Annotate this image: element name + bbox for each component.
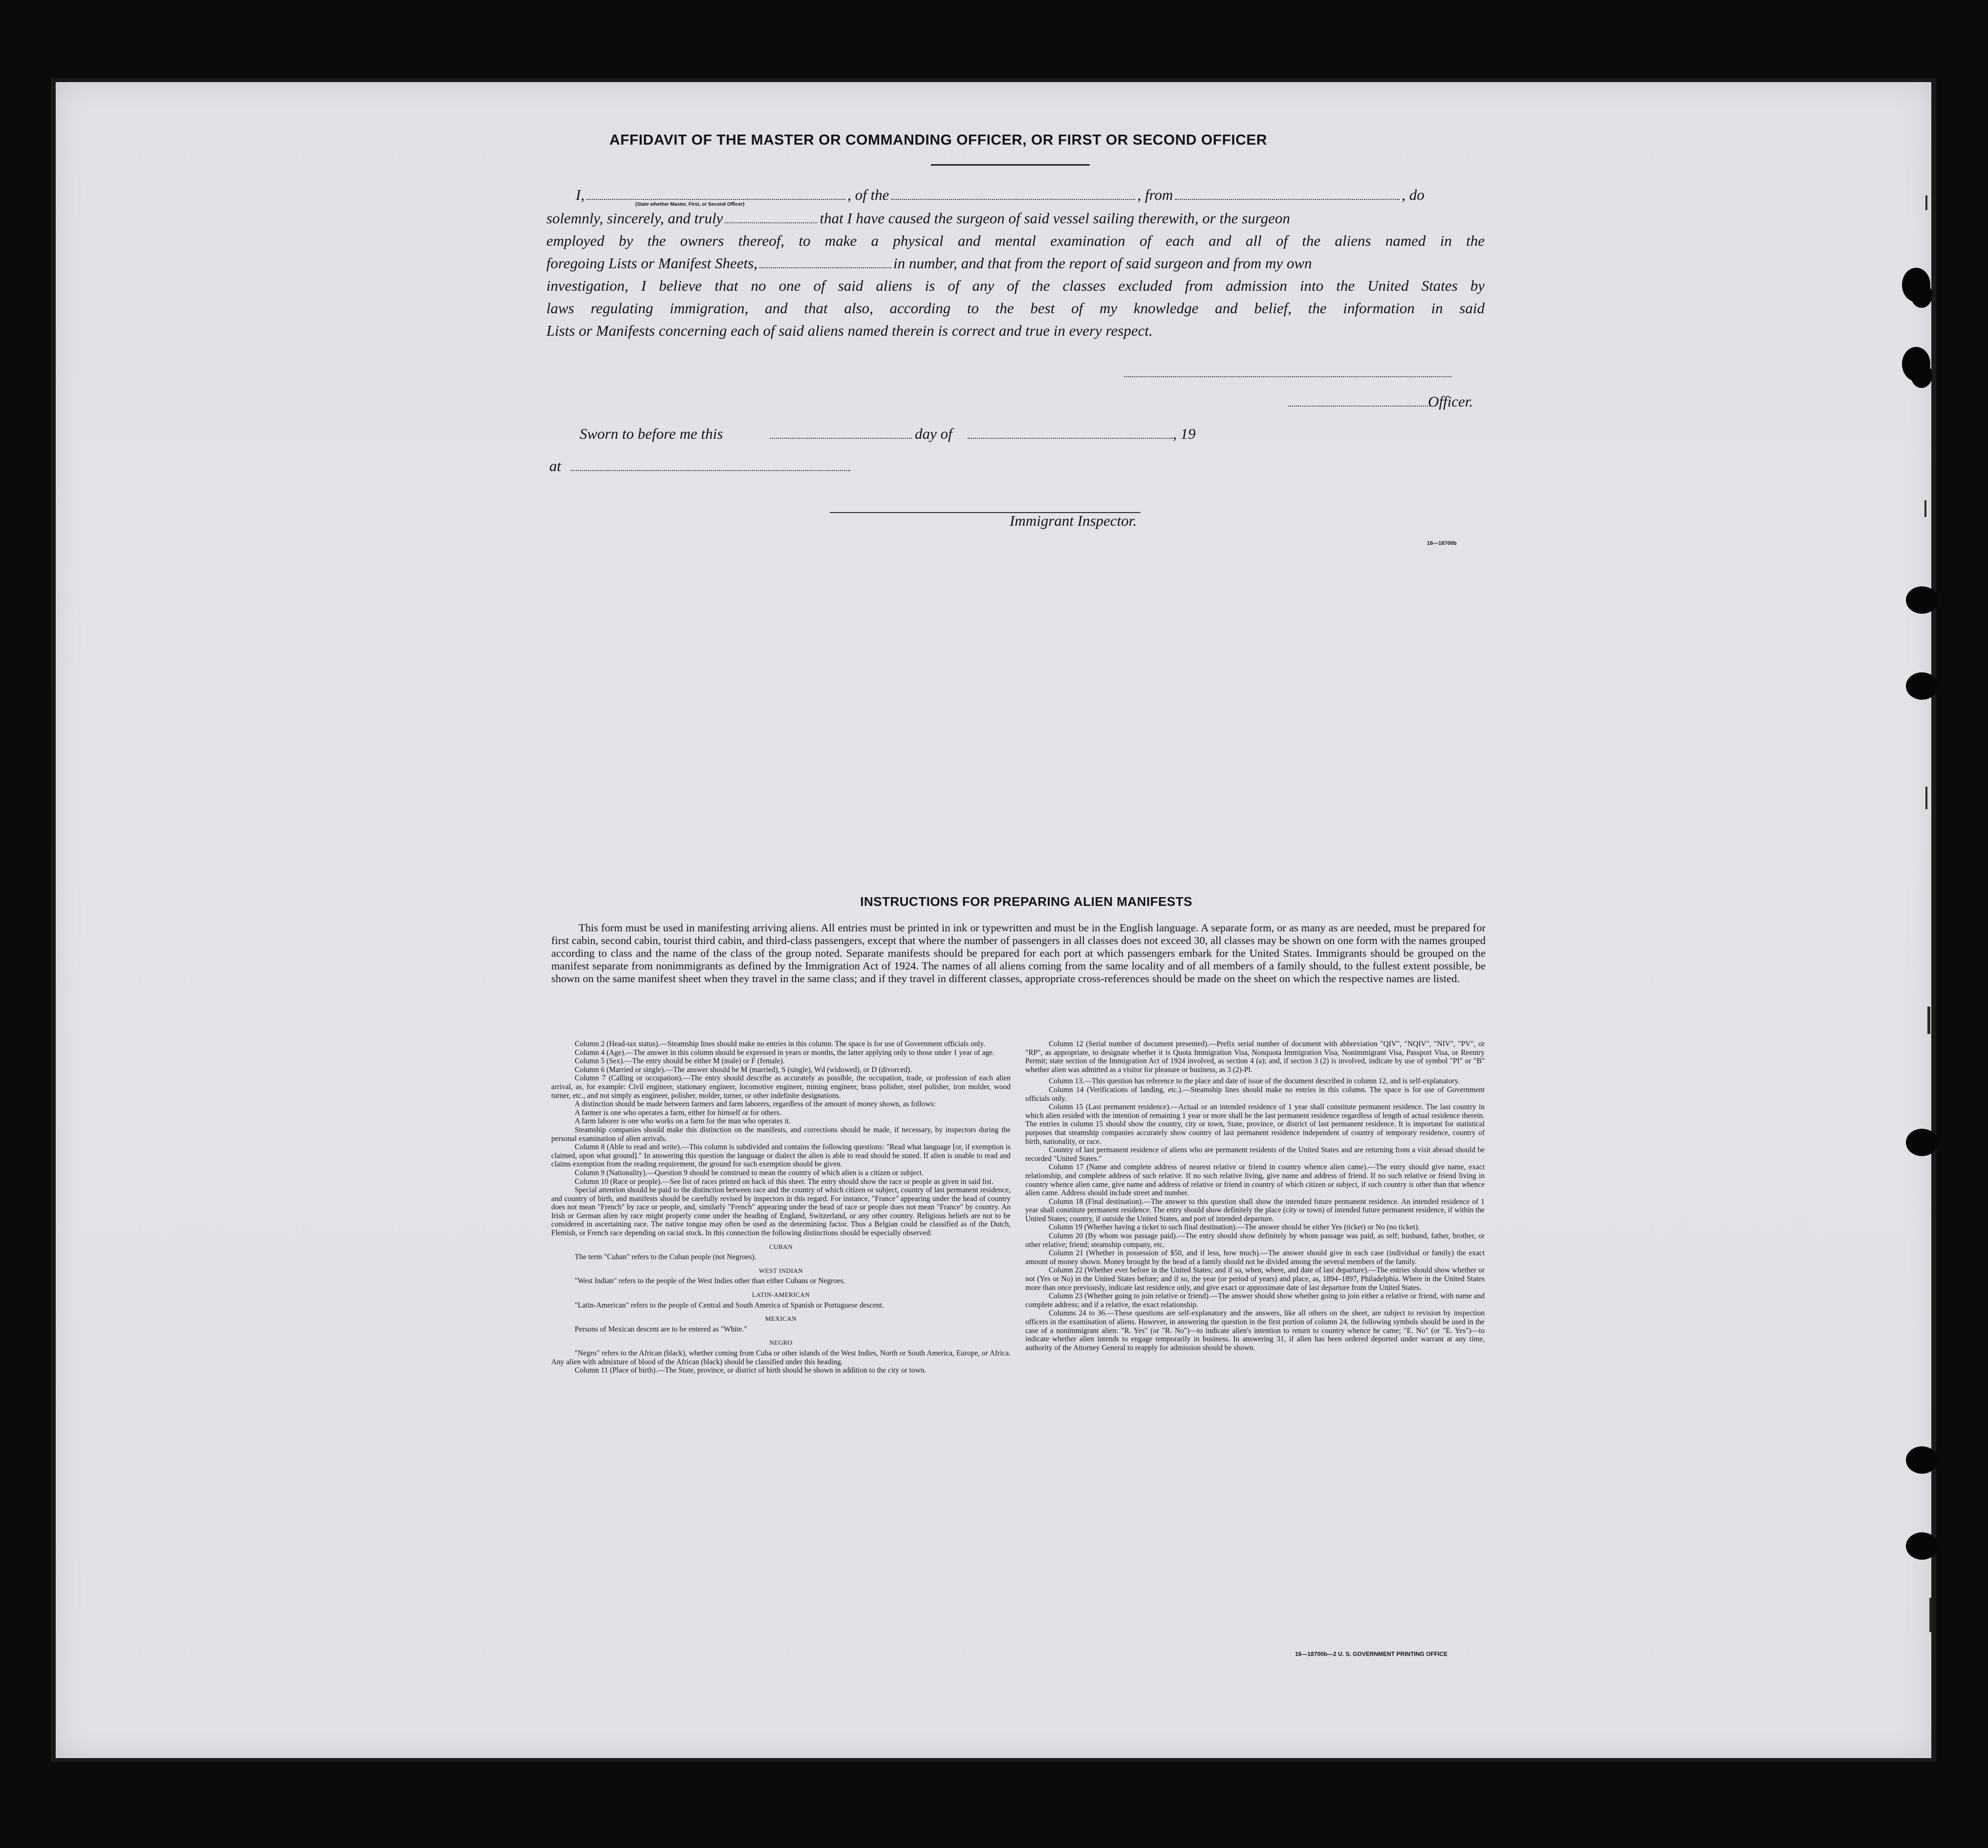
officer-label: Officer. <box>1428 393 1473 410</box>
margin-mark <box>1927 1007 1930 1034</box>
column-instruction: Columns 24 to 36.—These questions are self-explanatory and the answers, like all others on the sheet, are subject to revision by inspection officers in the examination of aliens. However, in answering the question in the first portion of column 24, the following symbols should be used in the case of a nonimmigrant alien: "R. Yes" (or "R. No")—to indicate alien's intention to return to country whence he came; "E. No" (or "E. Yes")—to indicate whether alien intends to engage temporarily in business. In answering 31, if alien has been ordered deported under warrant at any time, authority of the Attorney General to reapply for admission should be shown. <box>1025 1309 1485 1352</box>
column-instruction: Column 11 (Place of birth).—The State, province, or district of birth should be shown in addition to the city or town. <box>575 1366 927 1375</box>
text: that I have caused the surgeon of said vessel sailing therewith, or the surgeon <box>820 210 1290 227</box>
instructions-title: INSTRUCTIONS FOR PREPARING ALIEN MANIFESTS <box>860 894 1192 909</box>
column-instruction: Column 22 (Whether ever before in the United States; and if so, when, where, and date of last departure).—The entries should show whether or not (Yes or No) in the United States before; and if so, the year (or period of years) and place, as, 1894–1897, Philadelphia. Where in the United States more than once previously, indicate last residence only, and give exact or approximate date of last departure from the United States. <box>1025 1266 1485 1292</box>
column-instruction: A farmer is one who operates a farm, either for himself or for others. <box>575 1108 781 1117</box>
column-instruction: Column 14 (Verifications of landing, etc.).—Steamship lines should make no entries in this column. The space is for use of Government officials only. <box>1025 1085 1485 1103</box>
signature-line <box>1124 375 1451 377</box>
race-definition: "Negro" refers to the African (black), whether coming from Cuba or other islands of the West Indies, North or South America, Europe, or Africa. Any alien with admixture of blood of the African (black) should be classified under this heading. <box>551 1349 1011 1366</box>
year-label: , 19 <box>1173 425 1196 442</box>
fill-blank <box>571 469 850 471</box>
sworn-label: Sworn to before me this <box>580 425 723 442</box>
column-instruction: Column 7 (Calling or occupation).—The entry should describe as accurately as possible, the occupation, trade, or profession of each alien arrival, as, for example: Civil engineer, stationary engineer, locomotive engineer, mining engineer, brass polisher, steel polisher, iron molder, wood turner, etc., and not simply as engineer, polisher, molder, turner, or other indefinite designations. <box>551 1074 1011 1100</box>
punch-hole <box>1911 282 1932 308</box>
fill-blank <box>968 437 1173 439</box>
form-code: 16—18700b <box>1427 540 1457 546</box>
column-instruction: Steamship companies should make this distinction on the manifests, and corrections should be made, if necessary, by inspectors during the personal examination of alien arrivals. <box>551 1125 1011 1143</box>
affidavit-line-4 <box>546 252 1485 275</box>
affidavit-title: AFFIDAVIT OF THE MASTER OR COMMANDING OFFICER, OR FIRST OR SECOND OFFICER <box>609 132 1267 148</box>
column-instruction: Column 13.—This question has reference to the place and date of issue of the document described in column 12, and is self-explanatory. <box>1049 1077 1460 1086</box>
subheading-west-indian: WEST INDIAN <box>758 1267 803 1274</box>
column-instruction: Column 23 (Whether going to join relative or friend).—The answer should show whether going to join either a relative or friend, with name and complete address; and if a relative, the exact relationship. <box>1025 1292 1485 1309</box>
punch-hole <box>1906 586 1938 614</box>
column-instruction: Column 21 (Whether in possession of $50, and if less, how much).—The answer should give in each case (individual or family) the exact amount of money shown. Money brought by the head of a family should not be divided among the several members of the family. <box>1025 1249 1485 1266</box>
subheading-mexican: MEXICAN <box>765 1315 797 1323</box>
column-instruction: Column 12 (Serial number of document presented).—Prefix serial number of document with abbreviation "QIV", "NQIV", "NIV", "PV", or "RP", as appropriate, to designate whether it is Quota Immigration Visa, Nonquota Immigration Visa, Nonimmigrant Visa, Passport Visa, or Reentry Permit; state section of the Immigration Act of 1924 involved, as section 4 (a); and, if section 3 (2) is involved, indicate by use of symbol "PI" or "B" whether alien was admitted as a visitor for pleasure or business, as 3 (2)-Pl. <box>1025 1040 1485 1074</box>
column-instruction: A distinction should be made between farmers and farm laborers, regardless of the amount of money shown, as follows: <box>575 1100 936 1109</box>
column-instruction: Special attention should be paid to the distinction between race and the country of which citizen or subject, country of last permanent residence, and country of birth, and manifests should be carefully revised by inspectors in this regard. For instance, "France" appearing under the head of country does not mean "French" by race or people, and, similarly "French" appearing under the head of race or people does not mean "France" by country. An Irish or German alien by race might properly come under the heading of England, Switzerland, or any other country. Religious beliefs are not to be considered in ascertaining race. The native tongue may often be used as the determining factor. Thus a Belgian could be classified as of the Dutch, Flemish, or French race depending on racial stock. In this connection the following distinctions should be especially observed: <box>551 1186 1011 1238</box>
subheading-negro: NEGRO <box>769 1339 793 1347</box>
margin-mark <box>1925 195 1927 210</box>
affidavit-line-6: laws regulating immigration, and that also, according to the best of my knowledge and belief, the information in said <box>546 300 1485 317</box>
fill-blank <box>1175 188 1400 200</box>
affidavit-line-7: Lists or Manifests concerning each of said aliens named therein is correct and true in every respect. <box>546 322 1153 339</box>
instructions-left-column <box>551 1040 1011 1375</box>
race-definition: "West Indian" refers to the people of the West Indies other than either Cubans or Negroes. <box>575 1277 845 1286</box>
subheading-latin-american: LATIN-AMERICAN <box>752 1291 810 1299</box>
column-instruction: Column 10 (Race or people).—See list of races printed on back of this sheet. The entry should show the race or people as given in said list. <box>575 1177 994 1186</box>
race-definition: Persons of Mexican descent are to be entered as "White." <box>575 1325 747 1333</box>
punch-hole <box>1906 1532 1938 1560</box>
column-instruction: A farm laborer is one who works on a farm for the man who operates it. <box>575 1117 791 1126</box>
race-definition: The term "Cuban" refers to the Cuban people (not Negroes). <box>575 1253 756 1262</box>
fill-blank <box>770 437 912 439</box>
title-rule <box>931 164 1090 166</box>
fill-blank <box>891 188 1135 200</box>
instructions-right-column <box>1025 1040 1485 1352</box>
fill-blank <box>759 257 891 268</box>
printing-office-code: 16—18700b—2 U. S. GOVERNMENT PRINTING OFFICE <box>1295 1651 1448 1657</box>
margin-mark <box>1924 500 1926 517</box>
label-i: I, <box>576 186 585 203</box>
column-instruction: Column 6 (Married or single).—The answer should be M (married), S (single), Wd (widowed), or D (divorced). <box>575 1065 912 1074</box>
affidavit-line-5: investigation, I believe that no one of said aliens is of any of the classes excluded from admission into the United States by <box>546 277 1485 294</box>
column-instruction: Column 18 (Final destination).—The answer to this question shall show the intended future permanent residence. An intended residence of 1 year shall constitute permanent residence. The entry should show definitely the place (city or town) of intended future permanent residence, if within the United States; country, if outside the United States, and port of intended departure. <box>1025 1197 1485 1223</box>
at-label: at <box>549 457 562 474</box>
column-instruction: Column 4 (Age).—The answer in this column should be expressed in years or months, the latter applying only to those under 1 year of age. <box>575 1048 994 1057</box>
margin-mark <box>1929 1598 1931 1632</box>
fill-blank <box>586 188 845 200</box>
label-of-the: , of the <box>847 186 889 203</box>
column-instruction: Column 15 (Last permanent residence).—Actual or an intended residence of 1 year shall constitute permanent residence. The last country in which alien resided with the intention of remaining 1 year or more shall be the last permanent residence regardless of length of actual residence therein. The entries in column 15 should show the country, city or town, State, province, or district of last permanent residence. It is important for statistical purposes that steamship companies accurately show country of last permanent residence independent of country of temporary residence, country of birth, nationality, or race. <box>1025 1103 1485 1146</box>
column-instruction: Column 20 (By whom was passage paid).—The entry should show definitely by whom passage was paid, as self; husband, father, brother, or other relative; friend; steamship company, etc. <box>1025 1232 1485 1249</box>
column-instruction: Column 9 (Nationality).—Question 9 should be construed to mean the country of which alien is a citizen or subject. <box>575 1168 924 1177</box>
race-definition: "Latin-American" refers to the people of Central and South America of Spanish or Portuguese descent. <box>575 1301 884 1310</box>
punch-hole <box>1906 672 1938 700</box>
affidavit-line-3: employed by the owners thereof, to make a physical and mental examination of each and all of the aliens named in the <box>546 232 1485 249</box>
column-instruction: Column 19 (Whether having a ticket to such final destination).—The answer should be either Yes (ticket) or No (no ticket). <box>1049 1223 1420 1232</box>
punch-hole <box>1911 363 1932 388</box>
label-from: , from <box>1137 186 1173 203</box>
inspector-label: Immigrant Inspector. <box>1010 512 1137 529</box>
signature-line <box>1288 405 1430 407</box>
day-of-label: day of <box>915 425 952 442</box>
subheading-cuban: CUBAN <box>769 1243 793 1250</box>
text: foregoing Lists or Manifest Sheets, <box>546 255 757 272</box>
affidavit-line-2 <box>546 207 1485 230</box>
punch-hole <box>1906 1446 1938 1474</box>
officer-rank-note: (State whether Master, First, or Second Officer) <box>635 202 745 207</box>
text: solemnly, sincerely, and truly <box>546 210 723 227</box>
margin-mark <box>1925 787 1927 809</box>
instructions-intro: This form must be used in manifesting arriving aliens. All entries must be printed in ink or typewritten and must be in the English language. A separate form, or as many as are needed, must be prepared for first cabin, second cabin, tourist third cabin, and third-class passengers, except that where the number of passengers in all classes does not exceed 30, all classes may be shown on one form with the names grouped according to class and the name of the class of the group noted. Separate manifests should be prepared for each port at which passengers embark for the United States. Immigrants should be grouped on the manifest separate from nonimmigrants as defined by the Immigration Act of 1924. The names of all aliens coming from the same locality and of all members of a family should, to the fullest extent possible, be shown on the same manifest sheet when they travel in the same class; and if they travel in different classes, appropriate cross-references should be made on the sheet on which the respective names are listed. <box>551 922 1486 985</box>
column-instruction: Column 5 (Sex).—The entry should be either M (male) or F (female). <box>575 1057 785 1066</box>
fill-blank <box>725 212 818 223</box>
punch-hole <box>1906 1129 1938 1156</box>
column-instruction: Country of last permanent residence of aliens who are permanent residents of the United States and are returning from a visit abroad should be recorded "United States." <box>1025 1146 1485 1163</box>
text: in number, and that from the report of said surgeon and from my own <box>893 255 1312 272</box>
column-instruction: Column 2 (Head-tax status).—Steamship lines should make no entries in this column. The space is for use of Government officials only. <box>575 1040 986 1048</box>
label-do: , do <box>1402 186 1425 203</box>
column-instruction: Column 8 (Able to read and write).—This column is subdivided and contains the following questions: "Read what language [or, if exemption is claimed, upon what ground]." In answering this question the language or dialect the alien is able to read should be stated. If alien is unable to read and claims exemption from the reading requirement, the ground for such exemption should be given. <box>551 1143 1011 1169</box>
column-instruction: Column 17 (Name and complete address of nearest relative or friend in country whence alien came).—The entry should give name, exact relationship, and complete address of such relative. If no such relative living, give name and address of friend. If no such relative or friend living in country whence alien came, give name and address of relative or friend in country of which citizen or subject, if such country is other than that whence alien came. Address should include street and number. <box>1025 1163 1485 1198</box>
